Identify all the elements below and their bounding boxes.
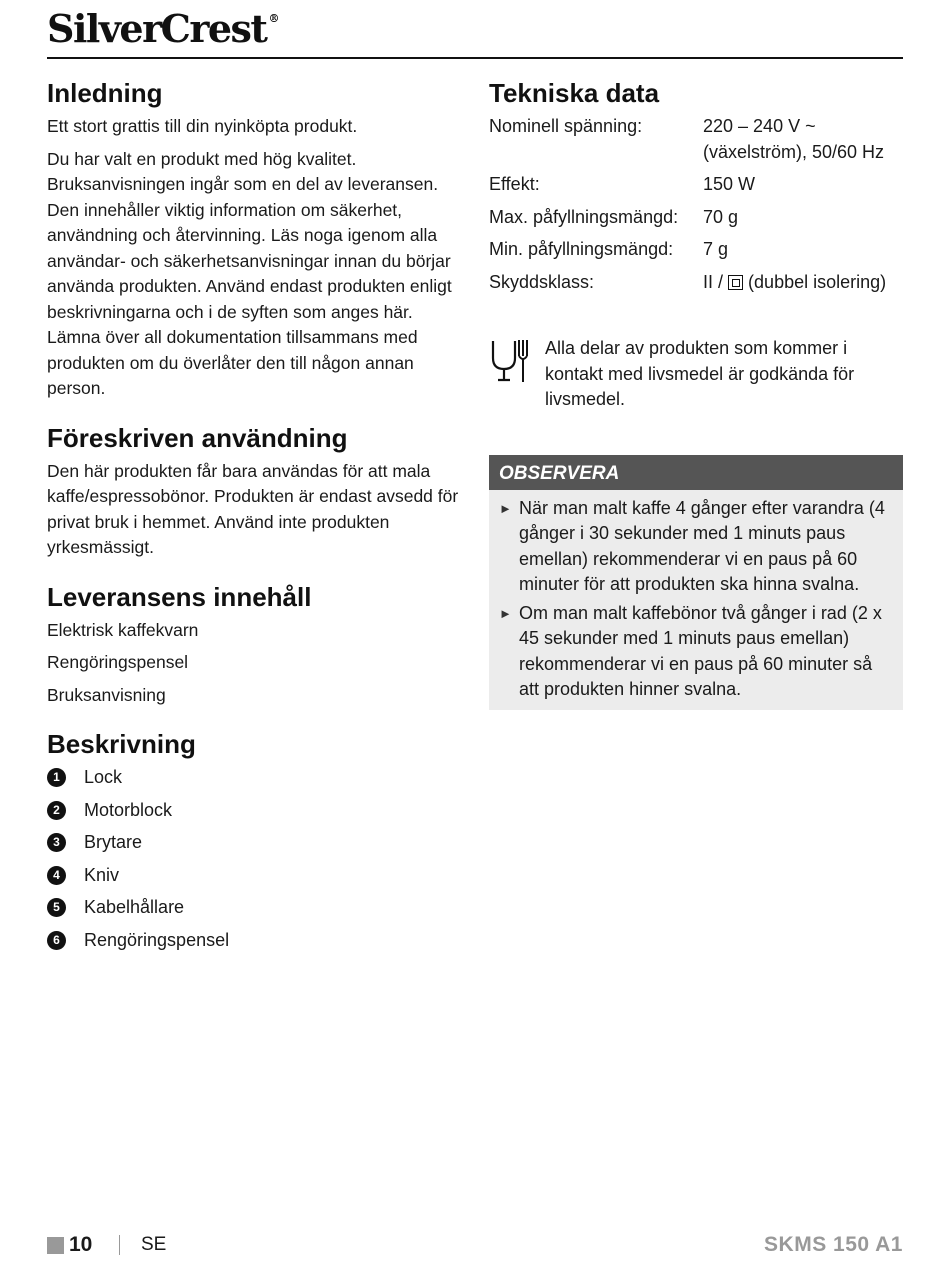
description-label: Lock	[84, 767, 123, 787]
spec-value	[703, 114, 886, 172]
food-safe-notice	[489, 336, 904, 413]
intro-section	[47, 77, 467, 402]
spec-label: Skyddsklass:	[489, 271, 595, 292]
footer-separator	[119, 1235, 120, 1255]
spec-table	[489, 114, 886, 302]
spec-row	[489, 270, 886, 303]
observera-item-text: Om man malt kaffebönor två gånger i rad (2 x 45 sekunder med 1 minuts paus emellan) rekommenderar vi en paus på 60 minuter så att produkten hinner svalna.	[519, 602, 882, 699]
spec-row	[489, 114, 886, 172]
number-badge: 1	[47, 768, 66, 787]
observera-item-text: När man malt kaffe 4 gånger efter varandra (4 gånger i 30 sekunder med 1 minuts paus emellan) rekommenderar vi en paus på 60 minuter för att produkten ska hinna svalna.	[519, 497, 885, 594]
double-insulation-icon	[728, 275, 743, 290]
brand-logo	[47, 6, 279, 51]
spec-label: Max. påfyllningsmängd:	[489, 206, 679, 227]
description-label: Brytare	[84, 832, 143, 852]
delivery-section	[47, 581, 467, 709]
footer-square-icon	[47, 1237, 64, 1254]
spec-value: 7 g	[703, 239, 729, 259]
delivery-item: Elektrisk kaffekvarn	[47, 619, 199, 640]
description-item	[47, 830, 467, 855]
protection-class-suffix: (dubbel isolering)	[748, 271, 887, 292]
bullet-arrow-icon: ►	[499, 605, 512, 621]
description-section	[47, 728, 467, 953]
intended-use-paragraph: Den här produkten får bara användas för att mala kaffe/espressobönor. Produkten är endast avsedd för privat bruk i hemmet. Använd inte produkten yrkesmässigt.	[47, 460, 459, 557]
number-badge: 3	[47, 833, 66, 852]
intended-use-heading: Föreskriven användning	[47, 422, 348, 453]
description-item	[47, 863, 467, 888]
spec-value	[703, 270, 886, 303]
left-column	[47, 77, 467, 973]
description-label: Motorblock	[84, 799, 173, 820]
food-safe-glass-fork-icon	[489, 336, 535, 388]
number-badge: 4	[47, 866, 66, 885]
spec-label: Min. påfyllningsmängd:	[489, 239, 674, 259]
description-label: Rengöringspensel	[84, 929, 230, 950]
observera-item	[499, 496, 893, 598]
intro-paragraph-1: Ett stort grattis till din nyinköpta produkt.	[47, 116, 358, 136]
number-badge: 2	[47, 801, 66, 820]
spec-value-line-1: 220 – 240 V ~	[703, 116, 816, 136]
delivery-item: Rengöringspensel	[47, 652, 189, 672]
description-item	[47, 798, 467, 823]
delivery-item: Bruksanvisning	[47, 684, 166, 705]
observera-title: OBSERVERA	[489, 455, 903, 490]
intro-heading: Inledning	[47, 78, 163, 108]
observera-item	[499, 601, 893, 703]
spec-label: Effekt:	[489, 174, 540, 194]
intro-paragraph-2: Du har valt en produkt med hög kvalitet. Bruksanvisningen ingår som en del av leveransen. Den innehåller viktig information om säkerhet, användning och återvinning. Läs noga igenom alla användar- och säkerhetsanvisningar innan du börjar använda produkten. Använd endast produkten enligt beskrivningarna och i de syften som anges här. Lämna över all dokumentation tillsammans med produkten om du överlåter den till någon annan person.	[47, 148, 452, 398]
spec-value: 70 g	[703, 206, 739, 227]
description-label: Kniv	[84, 864, 120, 885]
bullet-arrow-icon: ►	[499, 500, 512, 516]
description-heading: Beskrivning	[47, 729, 196, 759]
model-number: SKMS 150 A1	[764, 1233, 903, 1256]
page-footer	[47, 1230, 903, 1260]
description-item	[47, 765, 467, 790]
language-code: SE	[141, 1234, 167, 1255]
number-badge: 5	[47, 898, 66, 917]
observera-body	[489, 490, 903, 710]
tech-heading: Tekniska data	[489, 78, 660, 108]
description-item	[47, 928, 467, 953]
food-safe-text: Alla delar av produkten som kommer i kontakt med livsmedel är godkända för livsmedel.	[545, 338, 855, 409]
spec-value: 150 W	[703, 174, 756, 194]
description-label: Kabelhållare	[84, 897, 185, 917]
page-number: 10	[69, 1233, 93, 1256]
registered-mark: ®	[268, 12, 280, 25]
description-item	[47, 895, 467, 920]
right-column	[489, 77, 904, 710]
spec-value-line-2: (växelström), 50/60 Hz	[703, 141, 885, 162]
number-badge: 6	[47, 931, 66, 950]
delivery-heading: Leveransens innehåll	[47, 581, 312, 612]
spec-label: Nominell spänning:	[489, 116, 643, 136]
spec-row	[489, 237, 886, 270]
brand-name: SilverCrest	[47, 6, 267, 51]
protection-class-prefix: II /	[703, 271, 724, 292]
spec-row	[489, 172, 886, 205]
spec-row	[489, 205, 886, 238]
header-divider	[47, 57, 903, 59]
observera-box	[489, 455, 903, 710]
intended-use-section	[47, 422, 467, 561]
